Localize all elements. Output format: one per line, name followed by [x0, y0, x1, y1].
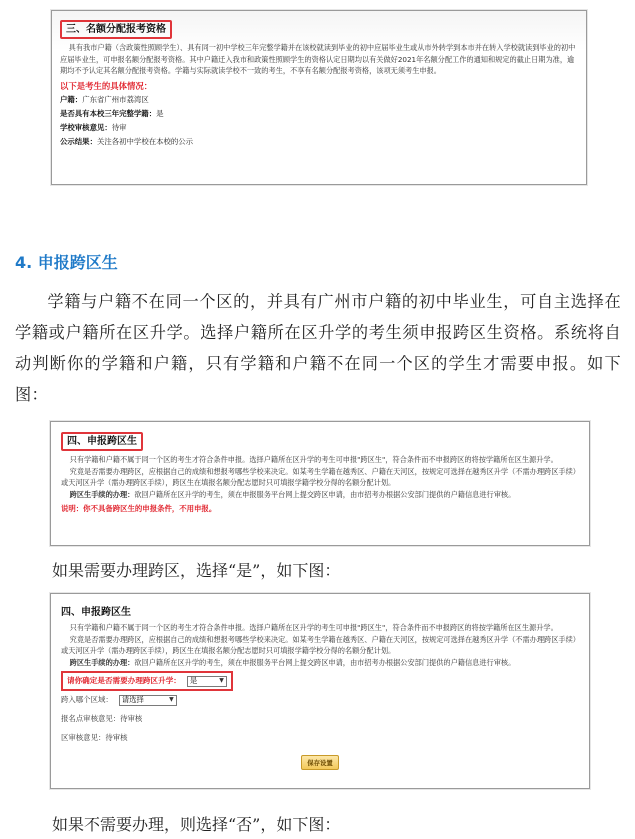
section-title-cross-district: 四、申报跨区生	[61, 432, 143, 451]
field-hukou: 户籍：广东省广州市荔湾区	[60, 94, 149, 104]
field-school-record: 是否具有本校三年完整学籍：是	[60, 108, 164, 118]
caption-choose-no: 如果不需要办理，则选择“否”，如下图：	[52, 815, 341, 834]
rule-paragraph-1: 只有学籍和户籍不属于同一个区的考生才符合条件申报。选择户籍所在区升学的考生可申报"跨区生"，符合条件而不申报跨区的将按学籍所在区生源升学。	[69, 623, 558, 632]
review-status-1: 报名点审核意见：待审核	[61, 714, 143, 724]
chevron-down-icon: ▼	[219, 677, 224, 685]
question-label: 请你确定是否需要办理跨区升学：	[67, 676, 181, 686]
district-row	[61, 693, 579, 707]
save-button[interactable]: 保存设置	[301, 755, 339, 770]
field-announcement: 公示结果：关注各初中学校在本校的公示	[60, 136, 194, 146]
question-highlight	[61, 671, 233, 691]
quota-paragraph: 具有我市户籍（含政策性照顾学生）、具有同一初中学校三年完整学籍并在该校就读到毕业的初中应届毕业生或从市外转学到本市并在转入学校就读到毕业的初中应届毕业生，可申报名额分配报考资格。其中户籍迁入我市和政策性照顾学生的资格认定日期均以有关做好2021年名额分配工作的通知和规定的截止日期为准，逾期均不予认定其名额分配报考资格。学籍与实际就读学校不一致的考生，不享有名额分配报考资格，该项无须考生申报。	[60, 43, 576, 76]
student-info-subheading: 以下是考生的具体情况：	[60, 80, 153, 91]
rule-paragraph-3: 跨区生手续的办理：欲回户籍所在区升学的考生，须在申报服务平台网上提交跨区申请，由市招考办根据公安部门提供的户籍信息进行审核。	[69, 657, 516, 667]
cross-district-screenshot-form	[50, 593, 590, 789]
question-row	[61, 671, 579, 691]
section-body: 学籍与户籍不在同一个区的，并具有广州市户籍的初中毕业生，可自主选择在学籍或户籍所在区升学。选择户籍所在区升学的考生须申报跨区生资格。系统将自动判断你的学籍和户籍，只有学籍和户籍不在同一个区的学生才需要申报。如下图：	[15, 292, 621, 404]
section-title-quota: 三、名额分配报考资格	[60, 20, 172, 39]
qualification-screenshot	[51, 10, 587, 185]
rule-paragraph-3: 跨区生手续的办理：欲回户籍所在区升学的考生，须在申报服务平台网上提交跨区申请，由市招考办根据公安部门提供的户籍信息进行审核。	[69, 489, 516, 499]
ineligible-note: 说明：你不具备跨区生的申报条件，不用申报。	[61, 504, 217, 514]
district-label: 跨入哪个区域：	[61, 695, 113, 705]
rule-paragraph-2: 究竟是否需要办理跨区，应根据自己的成绩和想报考哪些学校来决定。如某考生学籍在越秀区、户籍在天河区，按规定可选择在越秀区升学（不需办理跨区手续）或天河区升学（需办理跨区手续），跨区生在填报名额分配志愿时只可填报学籍学校分得的名额分配计划。	[61, 634, 577, 656]
section-title-cross-district: 四、申报跨区生	[61, 607, 131, 618]
rule-paragraph-2: 究竟是否需要办理跨区，应根据自己的成绩和想报考哪些学校来决定。如某考生学籍在越秀区、户籍在天河区，按规定可选择在越秀区升学（不需办理跨区手续）或天河区升学（需办理跨区手续），跨区生在填报名额分配志愿时只可填报学籍学校分得的名额分配计划。	[61, 466, 577, 488]
review-status-2: 区审核意见：待审核	[61, 733, 128, 743]
field-school-review: 学校审核意见：待审	[60, 122, 127, 132]
cross-district-select[interactable]: 是 ▼	[187, 676, 227, 687]
caption-choose-yes: 如果需要办理跨区，选择“是”，如下图：	[52, 561, 341, 580]
district-select[interactable]: 请选择 ▼	[119, 695, 177, 706]
cross-district-screenshot-ineligible	[50, 421, 590, 546]
chevron-down-icon: ▼	[169, 696, 174, 704]
rule-paragraph-1: 只有学籍和户籍不属于同一个区的考生才符合条件申报。选择户籍所在区升学的考生可申报"跨区生"，符合条件而不申报跨区的将按学籍所在区生源升学。	[69, 455, 558, 464]
section-heading: 4. 申报跨区生	[15, 253, 118, 272]
